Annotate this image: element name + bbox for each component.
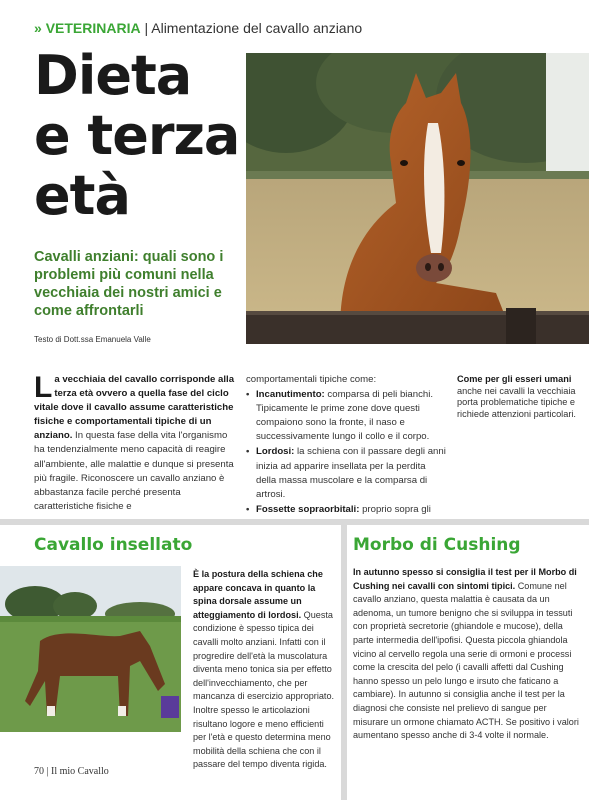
article-subtitle: Cavalli anziani: quali sono i problemi più comuni nella vecchiaia dei nostri amici e come affrontarli [34,249,224,319]
list-item-text: comparsa di peli bianchi. Tipicamente le prime zone dove questi compaiono sono la fronte, il naso e successivamente lungo il collo e il corpo. [256,389,434,443]
article-title [34,46,239,226]
box-left-body: Questa condizione è spesso tipica dei cavalli molto anziani. Infatti con il progredire dell'età la muscolatura diventa meno tonica sia per effetto dell'invecchiamento, che per mancanza di esercizio appropriato. Inoltre spesso le articolazioni risultano logore e meno efficienti per l'età e questo determina meno mobilità della schiena che con il passare del tempo diventa rigida. [193,609,335,770]
title-line-2: e terza [34,104,240,167]
hero-horse-photo [246,53,589,344]
page-footer: 70 | Il mio Cavallo [34,766,109,777]
subsection-label: Alimentazione del cavallo anziano [151,20,363,36]
box-right-text [353,566,581,743]
title-line-1: Dieta [34,44,192,107]
list-item-text: proprio sopra gli [359,503,431,515]
column-2-lead: comportamentali tipiche come: [246,374,377,385]
section-label: VETERINARIA [45,20,141,36]
caption-text: anche nei cavalli la vecchiaia porta problematiche tipiche e richiede attenzioni particolari. [457,385,576,419]
horizontal-divider [0,519,589,525]
list-item [246,503,446,517]
box-right-lead: In autunno spesso si consiglia il test per il Morbo di Cushing nei cavalli con sintomi tipici. [353,567,577,591]
body-column-2 [246,373,446,517]
box-right-body: Comune nel cavallo anziano, questa malattia è causata da un adenoma, un tumore benigno che si sviluppa in tessuti con proprietà secretorie (ghiandole e mucose), della parte intermedia dell'ipofisi. Questa piccola ghiandola vicino al cervello regola una serie di ormoni e processi come la crescita del pelo (i cavalli affetti dal Cushing hanno spesso un pelo lungo e irsuto che faticano a cambiare). In autunno si consiglia anche il test per la diagnosi che consiste nel prelievo di sangue per misurare un ormone chiamato ACTH. Se positivo i valori aumentano spesso anche di 3-4 volte il normale. [353,580,579,741]
drop-cap: L [34,371,53,404]
list-item [246,445,446,501]
box-left-text [193,568,336,772]
bullet-icon: • [246,446,250,458]
author-byline: Testo di Dott.ssa Emanuela Valle [34,335,151,344]
intro-body: In questa fase della vita l'organismo ha tendenzialmente meno capacità di reagire all'ambiente, alle malattie e dunque si presenta più fragile. Riconoscere un cavallo anziano è abbastanza facile perché presenta caratteristiche fisiche e [34,430,234,512]
header-separator: | [144,20,149,36]
bullet-icon: • [246,389,250,401]
box-title-right: Morbo di Cushing [353,535,521,555]
caption-lead: Come per gli esseri umani [457,374,572,384]
box-title-left: Cavallo insellato [34,535,193,555]
title-line-3: età [34,164,130,227]
section-header [34,20,362,36]
list-item-term: Incanutimento: [256,389,325,401]
list-item [246,388,446,444]
intro-lead: a vecchiaia del cavallo corrisponde alla terza età ovvero a quella fase del ciclo vitale dove il cavallo assume caratteristiche fisiche e comportamentali tipiche di un anziano. [34,374,235,442]
vertical-divider [341,519,347,800]
swayback-horse-photo [0,566,181,732]
chevron-right-icon: » [34,20,42,36]
bullet-icon: • [246,503,250,515]
box-left-lead: È la postura della schiena che appare concava in quanto la spina dorsale assume un atteggiamento di lordosi. [193,569,323,620]
list-item-term: Lordosi: [256,446,295,458]
list-item-text: la schiena con il passare degli anni inizia ad apparire insellata per la perdita della massa muscolare e la comparsa di artrosi. [256,446,446,500]
body-column-1 [34,373,236,514]
photo-caption [457,374,577,420]
list-item-term: Fossette sopraorbitali: [256,503,360,515]
